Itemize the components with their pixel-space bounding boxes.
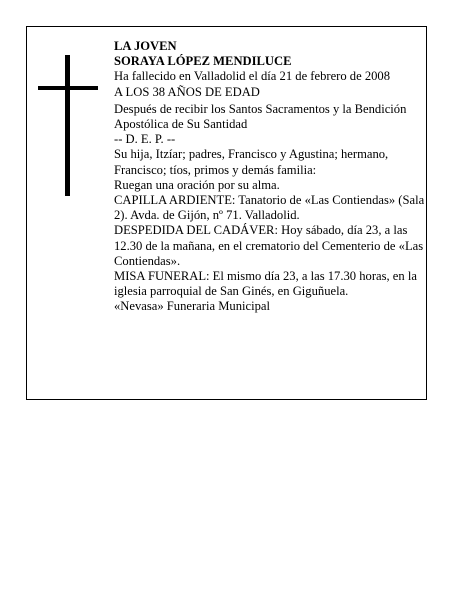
family-list: Su hija, Itzíar; padres, Francisco y Agustina; hermano, Francisco; tíos, primos y demás familia: [114,147,389,177]
cross-vertical-bar [65,55,70,196]
farewell-info: DESPEDIDA DEL CADÁVER: Hoy sábado, día 23, a las 12.30 de la mañana, en el crematorio del Cementerio de «Las Contiendas». [114,223,424,268]
funeral-mass-info: MISA FUNERAL: El mismo día 23, a las 17.30 horas, en la iglesia parroquial de San Ginés, en Giguñuela. [114,269,417,299]
death-statement: Ha fallecido en Valladolid el día 21 de febrero de 2008 [114,69,391,84]
title-prefix: LA JOVEN [114,39,177,53]
rip-line: -- D. E. P. -- [114,132,176,147]
sacraments-statement: Después de recibir los Santos Sacramentos y la Bendición Apostólica de Su Santidad [114,101,407,132]
funeral-home: «Nevasa» Funeraria Municipal [114,299,270,314]
cross-horizontal-bar [38,86,98,90]
age-statement: A LOS 38 AÑOS DE EDAD [114,84,260,99]
deceased-name: SORAYA LÓPEZ MENDILUCE [114,54,292,69]
prayer-request: Ruegan una oración por su alma. [114,177,280,192]
obituary-text [114,39,426,315]
chapel-info: CAPILLA ARDIENTE: Tanatorio de «Las Contiendas» (Sala 2). Avda. de Gijón, nº 71. Valladolid. [114,193,425,223]
